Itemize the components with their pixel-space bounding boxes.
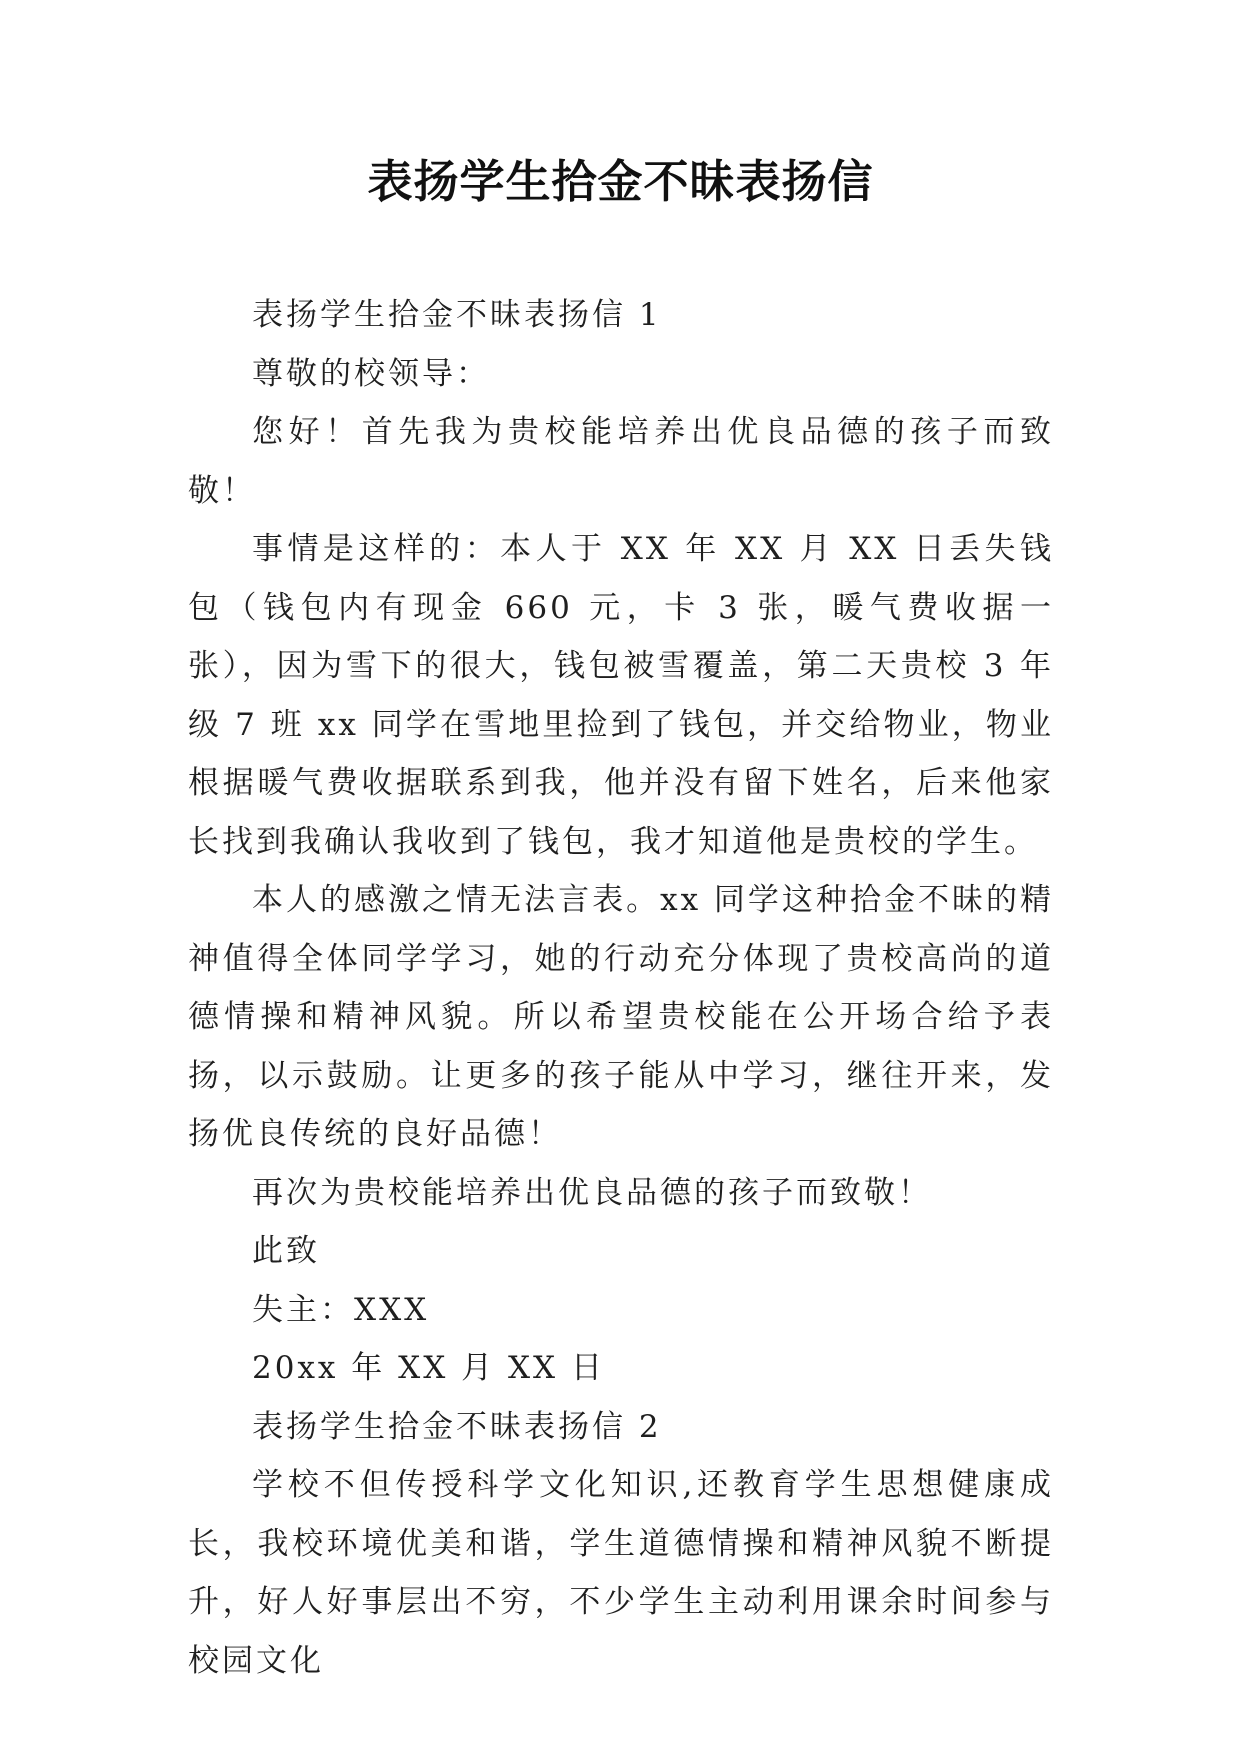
incident-paragraph: 事情是这样的：本人于 XX 年 XX 月 XX 日丢失钱包（钱包内有现金 660 元，卡 3 张，暖气费收据一张），因为雪下的很大，钱包被雪覆盖，第二天贵校 3 年级 7 班 xx 同学在雪地里捡到了钱包，并交给物业，物业根据暖气费收据联系到我，他并没有留下姓名，后来他家长找到我确认我收到了钱包，我才知道他是贵校的学生。: [188, 531, 1054, 860]
signature-line: 失主：XXX: [252, 1291, 430, 1328]
closing-phrase: 此致: [252, 1233, 320, 1269]
gratitude-paragraph: 本人的感激之情无法言表。xx 同学这种拾金不昧的精神值得全体同学学习，她的行动充分体现了贵校高尚的道德情操和精神风貌。所以希望贵校能在公开场合给予表扬，以示鼓励。让更多的孩子能从中学习，继往开来，发扬优良传统的良好品德！: [188, 882, 1054, 1152]
document-body: [188, 286, 1054, 1690]
greeting-paragraph: 您好！首先我为贵校能培养出优良品德的孩子而致敬！: [188, 414, 1054, 509]
letter-2-paragraph: 学校不但传授科学文化知识,还教育学生思想健康成长，我校环境优美和谐，学生道德情操和精神风貌不断提升，好人好事层出不穷，不少学生主动利用课余时间参与校园文化: [188, 1467, 1054, 1679]
letter-heading-2: 表扬学生拾金不昧表扬信 2: [252, 1408, 662, 1445]
salutation: 尊敬的校领导：: [252, 355, 490, 392]
document-title: 表扬学生拾金不昧表扬信: [367, 155, 874, 208]
date-line: 20xx 年 XX 月 XX 日: [252, 1350, 605, 1386]
letter-heading-1: 表扬学生拾金不昧表扬信 1: [252, 297, 662, 333]
closing-paragraph: 再次为贵校能培养出优良品德的孩子而致敬！: [252, 1174, 932, 1211]
